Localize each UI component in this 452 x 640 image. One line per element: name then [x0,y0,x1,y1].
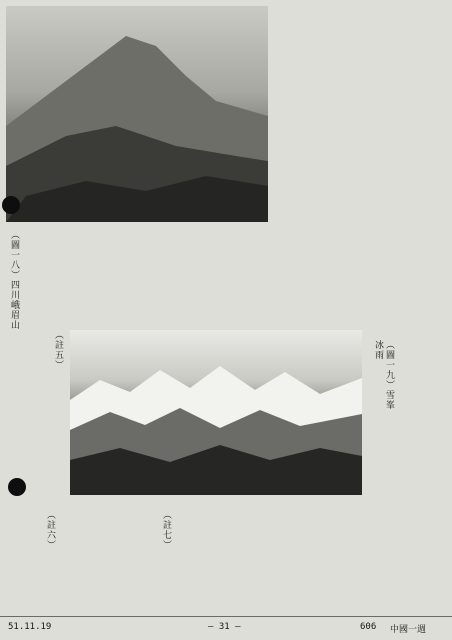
footer-publication: 中國一週 [390,625,427,635]
body-text-block [70,500,370,610]
figure-caption-18: （圖一八）四川峨眉山 [9,230,19,330]
punch-hole [8,478,26,496]
body-text-block [36,330,68,610]
footnote-marker: （註六） [45,510,55,550]
body-text-block [36,226,272,328]
mountain-photo-snow-peaks [70,330,362,495]
footer-date: 51.11.19 [8,622,52,632]
footer-page-number: 606 [360,622,377,632]
mountain-photo-emei-image [6,6,268,222]
mountain-photo-snow-peaks-image [70,330,362,495]
page-footer [0,616,452,639]
footnote-marker: （註五） [53,330,63,370]
footer-page-center: — 31 — [208,622,241,632]
mountain-photo-emei [6,6,268,222]
figure-caption-19: （圖一九）雪峯冰雨 [373,340,394,410]
footnote-marker: （註七） [161,510,171,550]
body-text-block [272,8,448,326]
punch-hole [2,196,20,214]
